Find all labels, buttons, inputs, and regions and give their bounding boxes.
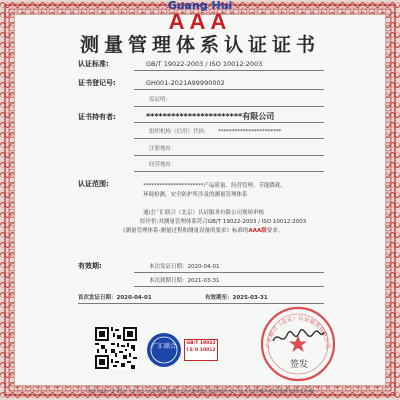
- holder-value: ***********************有限公司: [146, 112, 275, 121]
- reg-address-rule: [134, 155, 324, 156]
- holder-rule: [134, 122, 324, 123]
- seal-text: 广汇联合（北京）认证服务有限公司: [265, 315, 331, 349]
- org-code-label: 组织机构（信用）代码：: [149, 129, 210, 135]
- reg-address-label: 注册地址：: [149, 146, 177, 152]
- register-value: GH001-2021A99990002: [146, 79, 225, 87]
- registration-label: 监证明:: [149, 97, 168, 103]
- grade-highlight: AAA级: [248, 228, 267, 234]
- issue-date: 本次发证日期：2020-04-01: [149, 264, 220, 270]
- logo-text: 广汇联合: [151, 343, 177, 350]
- badge-line-2: I S O 10012: [186, 348, 216, 353]
- qr-code: [95, 327, 137, 369]
- valid-until-date: 有效期至：2025-03-31: [205, 295, 268, 301]
- register-label: 证书登记号:: [78, 79, 116, 87]
- brand-name: Guang Hui: [167, 0, 233, 12]
- expire-rule: [134, 286, 324, 287]
- org-code-rule: [134, 138, 324, 139]
- grade-mark: AAA: [168, 9, 232, 34]
- op-address-label: 经营地址：: [149, 162, 177, 168]
- standard-value: GB/T 19022-2003 / ISO 10012:2003: [146, 60, 263, 68]
- org-code-value: ***********************: [218, 129, 282, 135]
- validity-rule: [134, 272, 324, 273]
- footer-note: 本证书由广汇联合（北京）认证服务有限公司注册颁发,获证组织应于证书有效期内接受监督审核并更换: [86, 389, 314, 395]
- standard-rule: [134, 70, 324, 71]
- statement-line-2: 经评价:其测量管理体系符合GB/T 19022-2003 / ISO 10012:2003: [140, 219, 307, 225]
- statement-line-3: 《测量管理体系-测量过程和测量设备的要求》标准的AAA级要求。: [120, 228, 284, 234]
- accreditation-logo: [146, 332, 182, 368]
- registration-rule: [134, 106, 324, 107]
- first-issue-date: 首次发证日期：2020-04-01: [78, 295, 152, 301]
- issue-sign: 签发: [290, 360, 309, 370]
- badge-line-1: GB/T 19022: [186, 341, 216, 346]
- holder-label: 证书持有者:: [78, 113, 116, 121]
- register-rule: [134, 89, 324, 90]
- certificate-title: 测量管理体系认证证书: [79, 34, 320, 56]
- standard-badge: [184, 339, 218, 361]
- scope-label: 认证范围:: [78, 180, 109, 188]
- scope-line-1: **********************产品质量、经营管理、节能降耗、: [143, 183, 287, 189]
- expire-date: 本次到期日期：2021-03-31: [149, 278, 220, 284]
- signature: [270, 326, 326, 348]
- standard-label: 认证标准:: [78, 60, 109, 68]
- statement-line-1: 通过广汇联合（北京）认证服务有限公司现场审核: [143, 210, 265, 216]
- validity-label: 有效期:: [78, 262, 102, 270]
- scope-line-2: 环境检测、安全防护所涉及的测量管理体系: [143, 192, 248, 198]
- op-address-rule: [134, 171, 324, 172]
